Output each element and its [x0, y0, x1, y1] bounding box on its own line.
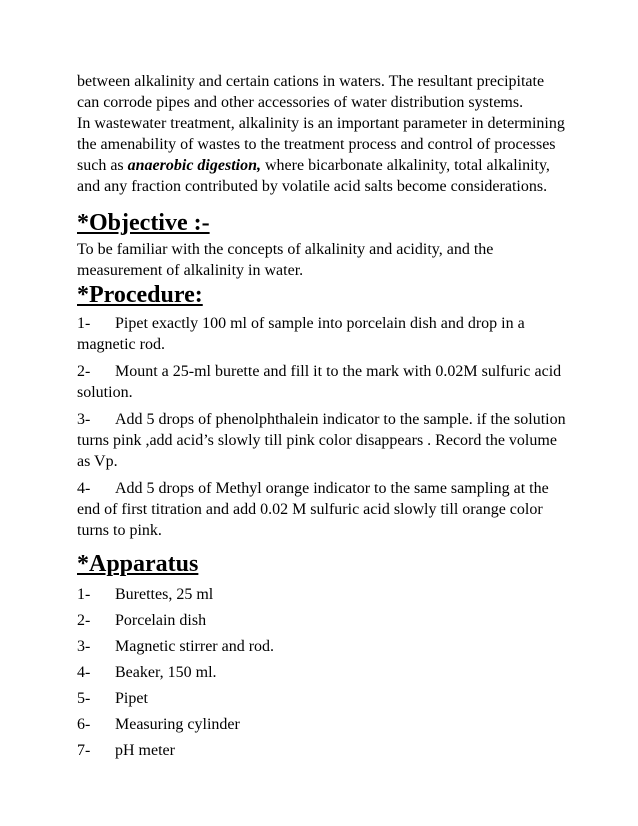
- item-number: 3-: [77, 638, 91, 655]
- step-number: 3-: [77, 411, 91, 428]
- item-number: 4-: [77, 664, 91, 681]
- procedure-list: [77, 313, 567, 541]
- apparatus-item: [77, 582, 567, 608]
- intro-paragraph-1: between alkalinity and certain cations in waters. The resultant precipitate can corrode pipes and other accessories of water distribution systems.: [77, 73, 545, 111]
- apparatus-item: [77, 686, 567, 712]
- item-text: Burettes, 25 ml: [115, 586, 214, 603]
- item-text: Measuring cylinder: [115, 716, 240, 733]
- intro-emphasis: anaerobic digestion,: [127, 157, 261, 174]
- procedure-step: [77, 313, 567, 355]
- apparatus-heading: *Apparatus: [77, 551, 199, 577]
- step-number: 1-: [77, 315, 91, 332]
- apparatus-item: [77, 608, 567, 634]
- step-text: Mount a 25-ml burette and fill it to the mark with 0.02M sulfuric acid solution.: [77, 363, 562, 401]
- step-text: Pipet exactly 100 ml of sample into porcelain dish and drop in a magnetic rod.: [77, 315, 525, 353]
- apparatus-item: [77, 660, 567, 686]
- procedure-step: [77, 361, 567, 403]
- item-number: 1-: [77, 586, 91, 603]
- item-text: Porcelain dish: [115, 612, 207, 629]
- apparatus-list: [77, 582, 567, 764]
- apparatus-item: [77, 712, 567, 738]
- item-number: 6-: [77, 716, 91, 733]
- intro-text-pre: In wastewater treatment, alkalinity is an important parameter in determining the amenability of wastes to the treatment process and control of processes such as: [77, 115, 565, 174]
- apparatus-item: [77, 738, 567, 764]
- apparatus-item: [77, 634, 567, 660]
- item-text: Pipet: [115, 690, 148, 707]
- intro-text-post: where bicarbonate alkalinity, total alkalinity, and any fraction contributed by volatile acid salts become considerations.: [77, 157, 550, 195]
- item-text: pH meter: [115, 742, 175, 759]
- objective-text: To be familiar with the concepts of alkalinity and acidity, and the measurement of alkalinity in water.: [77, 241, 494, 279]
- item-number: 7-: [77, 742, 91, 759]
- page-content: [77, 71, 567, 764]
- item-number: 2-: [77, 612, 91, 629]
- procedure-heading: *Procedure:: [77, 282, 203, 308]
- item-text: Magnetic stirrer and rod.: [115, 638, 275, 655]
- step-text: Add 5 drops of phenolphthalein indicator to the sample. if the solution turns pink ,add acid’s slowly till pink color disappears . Record the volume as Vp.: [77, 411, 566, 470]
- step-text: Add 5 drops of Methyl orange indicator to the same sampling at the end of first titration and add 0.02 M sulfuric acid slowly till orange color turns to pink.: [77, 480, 549, 539]
- item-number: 5-: [77, 690, 91, 707]
- procedure-step: [77, 409, 567, 472]
- step-number: 2-: [77, 363, 91, 380]
- procedure-step: [77, 478, 567, 541]
- intro-paragraph-2: [77, 113, 567, 197]
- objective-heading: *Objective :-: [77, 210, 210, 236]
- item-text: Beaker, 150 ml.: [115, 664, 217, 681]
- step-number: 4-: [77, 480, 91, 497]
